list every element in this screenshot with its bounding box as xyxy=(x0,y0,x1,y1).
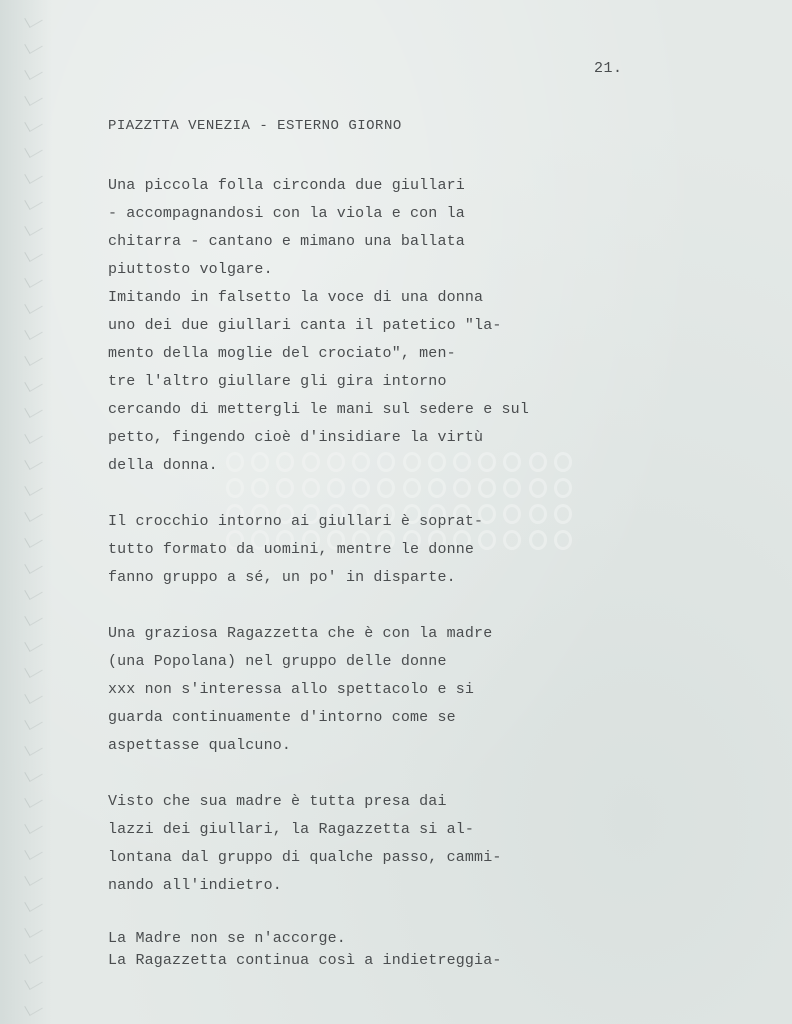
text-line: mento della moglie del crociato", men- xyxy=(108,345,456,362)
binding-mark xyxy=(24,921,42,938)
binding-mark xyxy=(24,531,42,548)
binding-mark xyxy=(24,999,42,1016)
binding-mark xyxy=(24,869,42,886)
binding-mark xyxy=(24,661,42,678)
binding-mark xyxy=(24,323,42,340)
paragraph xyxy=(108,620,578,760)
binding-mark xyxy=(24,141,42,158)
text-line: cercando di mettergli le mani sul sedere e sul xyxy=(108,401,529,418)
binding-edge xyxy=(0,0,52,1024)
paragraph xyxy=(108,172,578,480)
paragraph xyxy=(108,508,578,592)
binding-mark xyxy=(24,297,42,314)
binding-mark xyxy=(24,843,42,860)
binding-mark xyxy=(24,375,42,392)
binding-mark xyxy=(24,193,42,210)
binding-mark xyxy=(24,245,42,262)
binding-mark xyxy=(24,453,42,470)
binding-mark xyxy=(24,89,42,106)
text-line: uno dei due giullari canta il patetico "la- xyxy=(108,317,502,334)
text-line: piuttosto volgare. xyxy=(108,261,273,278)
binding-mark xyxy=(24,271,42,288)
text-line: La Madre non se n'accorge. xyxy=(108,930,346,947)
binding-mark xyxy=(24,219,42,236)
binding-mark xyxy=(24,505,42,522)
binding-mark xyxy=(24,817,42,834)
binding-mark xyxy=(24,609,42,626)
text-line: chitarra - cantano e mimano una ballata xyxy=(108,233,465,250)
text-line: (una Popolana) nel gruppo delle donne xyxy=(108,653,447,670)
binding-mark xyxy=(24,765,42,782)
binding-mark xyxy=(24,349,42,366)
text-line: - accompagnandosi con la viola e con la xyxy=(108,205,465,222)
text-line: Visto che sua madre è tutta presa dai xyxy=(108,793,447,810)
text-line: Imitando in falsetto la voce di una donna xyxy=(108,289,484,306)
binding-mark xyxy=(24,739,42,756)
text-line: aspettasse qualcuno. xyxy=(108,737,292,754)
binding-mark xyxy=(24,713,42,730)
binding-mark xyxy=(24,791,42,808)
binding-mark xyxy=(24,557,42,574)
text-line: Il crocchio intorno ai giullari è soprat- xyxy=(108,513,484,530)
text-line: lazzi dei giullari, la Ragazzetta si al- xyxy=(108,821,475,838)
text-line: guarda continuamente d'intorno come se xyxy=(108,709,456,726)
text-line: Una graziosa Ragazzetta che è con la madre xyxy=(108,625,493,642)
binding-mark xyxy=(24,167,42,184)
text-line: tutto formato da uomini, mentre le donne xyxy=(108,541,475,558)
text-line: xxx non s'interessa allo spettacolo e si xyxy=(108,681,475,698)
binding-mark xyxy=(24,947,42,964)
text-line: della donna. xyxy=(108,457,218,474)
paragraph xyxy=(108,928,578,972)
binding-mark xyxy=(24,583,42,600)
binding-mark xyxy=(24,401,42,418)
page-number: 21. xyxy=(594,60,623,77)
binding-mark xyxy=(24,115,42,132)
text-line: nando all'indietro. xyxy=(108,877,282,894)
binding-mark xyxy=(24,37,42,54)
script-body xyxy=(108,172,578,972)
binding-mark xyxy=(24,895,42,912)
binding-mark xyxy=(24,687,42,704)
scene-heading: PIAZZTTA VENEZIA - ESTERNO GIORNO xyxy=(108,118,402,134)
binding-mark xyxy=(24,11,42,28)
text-line: lontana dal gruppo di qualche passo, cammi- xyxy=(108,849,502,866)
binding-mark xyxy=(24,63,42,80)
text-line: Una piccola folla circonda due giullari xyxy=(108,177,465,194)
text-line: tre l'altro giullare gli gira intorno xyxy=(108,373,447,390)
text-line: La Ragazzetta continua così a indietreggia- xyxy=(108,952,502,969)
binding-mark xyxy=(24,973,42,990)
paragraph xyxy=(108,788,578,900)
text-line: petto, fingendo cioè d'insidiare la virtù xyxy=(108,429,484,446)
binding-mark xyxy=(24,427,42,444)
binding-mark xyxy=(24,635,42,652)
text-line: fanno gruppo a sé, un po' in disparte. xyxy=(108,569,456,586)
binding-mark xyxy=(24,479,42,496)
